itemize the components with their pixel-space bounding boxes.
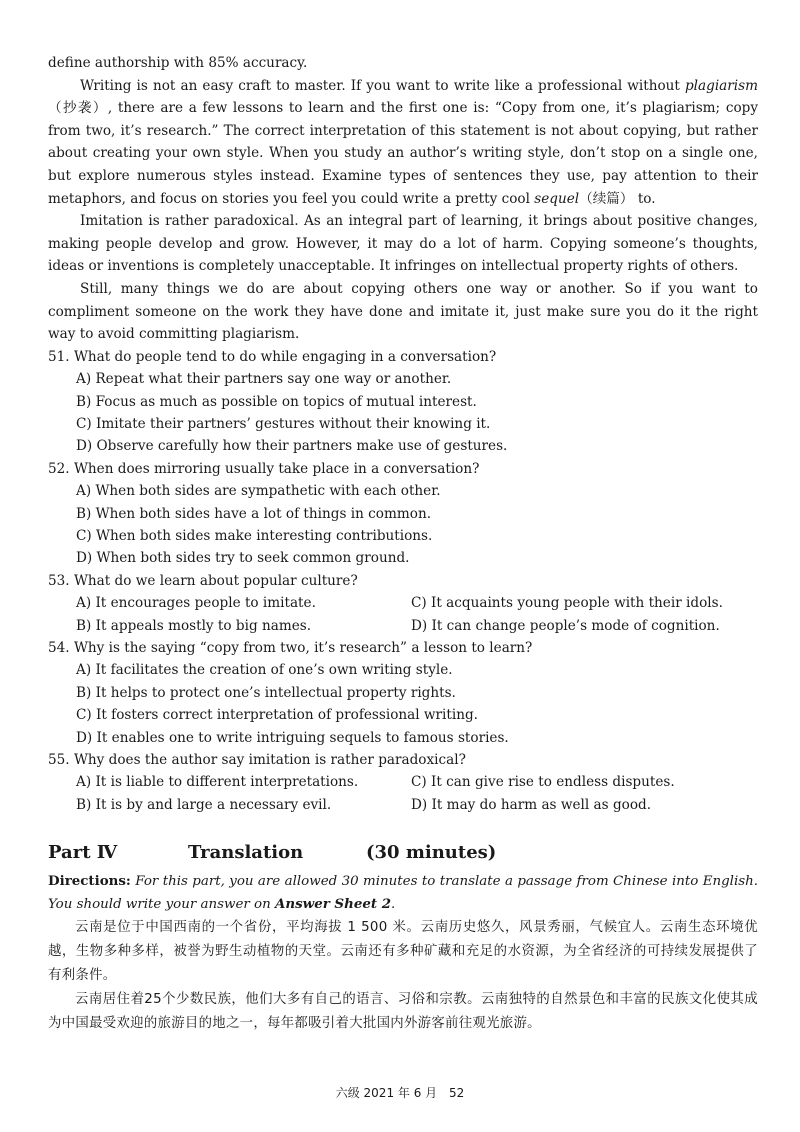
part-title: Translation — [188, 842, 304, 864]
p1-cn-gloss-2: （续篇） — [579, 190, 634, 207]
answer-sheet-ref: Answer Sheet 2 — [275, 896, 392, 913]
part-4-heading — [48, 842, 758, 870]
translation-paragraph-1: 云南是位于中国西南的一个省份，平均海拔 1 500 米。云南历史悠久，风景秀丽，气候宜人。云南生态环境优越，生物多种多样，被誉为野生动植物的天堂。云南还有多种矿藏和充足的水资源，为全省经济的可持续发展提供了有利条件。 — [48, 920, 758, 984]
option-a: A) Repeat what their partners say one way or another. — [76, 371, 452, 388]
p1-term-sequel: sequel — [534, 190, 580, 207]
option-b: B) It appeals mostly to big names. — [76, 617, 312, 634]
footer-exam-label: 六级 2021 年 6 月 — [335, 1086, 438, 1100]
directions-label: Directions: — [48, 873, 131, 890]
option-a: A) It is liable to different interpretations. — [76, 774, 359, 791]
page-number: 52 — [448, 1086, 465, 1100]
passage-paragraph-2: Imitation is rather paradoxical. As an integral part of learning, it brings about positive changes, making people develop and grow. However, it may do a lot of harm. Copying someone’s thoughts, ideas or inventions is completely unacceptable. It infringes on intellectual property rights of others. — [48, 213, 758, 275]
page-content — [48, 52, 758, 1036]
question-55 — [48, 749, 758, 816]
part-time: (30 minutes) — [366, 842, 497, 864]
option-c: C) It fosters correct interpretation of professional writing. — [76, 707, 478, 724]
option-a: A) When both sides are sympathetic with each other. — [76, 483, 441, 500]
passage-paragraph-1 — [48, 75, 758, 211]
question-53 — [48, 570, 758, 637]
option-b: B) When both sides have a lot of things in common. — [76, 505, 432, 522]
question-stem: 54. Why is the saying “copy from two, it’s research” a lesson to learn? — [48, 640, 533, 656]
question-stem: 52. When does mirroring usually take place in a conversation? — [48, 460, 480, 477]
option-a: A) It facilitates the creation of one’s own writing style. — [76, 662, 453, 679]
directions — [48, 870, 758, 916]
passage-paragraph-3: Still, many things we do are about copying others one way or another. So if you want to compliment someone on the work they have done and imitate it, just make sure you do it the right way to avoid committing plagiarism. — [48, 280, 758, 343]
question-stem: 55. Why does the author say imitation is rather paradoxical? — [48, 752, 466, 769]
option-c: C) When both sides make interesting contributions. — [76, 527, 433, 544]
directions-end: . — [391, 897, 396, 913]
option-b: B) Focus as much as possible on topics of mutual interest. — [76, 393, 477, 410]
p1-term-plagiarism: plagiarism — [684, 77, 758, 94]
p1-rest: , there are a few lessons to learn and the first one is: “Copy from one, it’s plagiarism; copy from two, it’s research.” The correct interpretation of this statement is not about copying, but rather about creating your own style. When you study an author’s writing style, don’t stop on a single one, but explore numerous styles instead. Examine types of sentences they use, pay attention to their metaphors, and focus on stories you feel you could write a pretty cool — [48, 100, 759, 207]
question-52 — [48, 458, 758, 570]
option-d: D) It can change people’s mode of cognition. — [411, 617, 720, 634]
option-d: D) It enables one to write intriguing sequels to famous stories. — [76, 729, 509, 746]
option-d: D) It may do harm as well as good. — [411, 796, 652, 813]
question-54 — [48, 637, 758, 749]
part-number: Part Ⅳ — [48, 842, 118, 864]
option-grid — [76, 592, 758, 637]
option-d: D) Observe carefully how their partners make use of gestures. — [76, 438, 508, 455]
option-grid — [76, 771, 758, 816]
passage-paragraph-0: define authorship with 85% accuracy. — [48, 55, 308, 71]
p1-cn-gloss: （抄袭） — [48, 100, 108, 117]
question-51 — [48, 346, 758, 458]
option-c: C) Imitate their partners’ gestures without their knowing it. — [76, 415, 491, 432]
option-b: B) It is by and large a necessary evil. — [76, 796, 332, 813]
p1-text: Writing is not an easy craft to master. If you want to write like a professional without — [80, 77, 685, 94]
option-a: A) It encourages people to imitate. — [76, 595, 316, 612]
directions-text: For this part, you are allowed 30 minutes to translate a passage from Chinese into English. You should write your answer on — [48, 874, 758, 913]
question-stem: 53. What do we learn about popular culture? — [48, 572, 358, 589]
p1-end: to. — [633, 190, 656, 207]
option-c: C) It acquaints young people with their idols. — [411, 595, 723, 612]
option-c: C) It can give rise to endless disputes. — [411, 774, 675, 791]
option-d: D) When both sides try to seek common ground. — [76, 550, 410, 567]
translation-paragraph-2: 云南居住着25个少数民族，他们大多有自己的语言、习俗和宗教。云南独特的自然景色和丰富的民族文化使其成为中国最受欢迎的旅游目的地之一，每年都吸引着大批国内外游客前往观光旅游。 — [48, 992, 758, 1032]
question-stem: 51. What do people tend to do while engaging in a conversation? — [48, 348, 497, 365]
option-b: B) It helps to protect one’s intellectual property rights. — [76, 684, 456, 701]
page-footer — [0, 1084, 800, 1101]
